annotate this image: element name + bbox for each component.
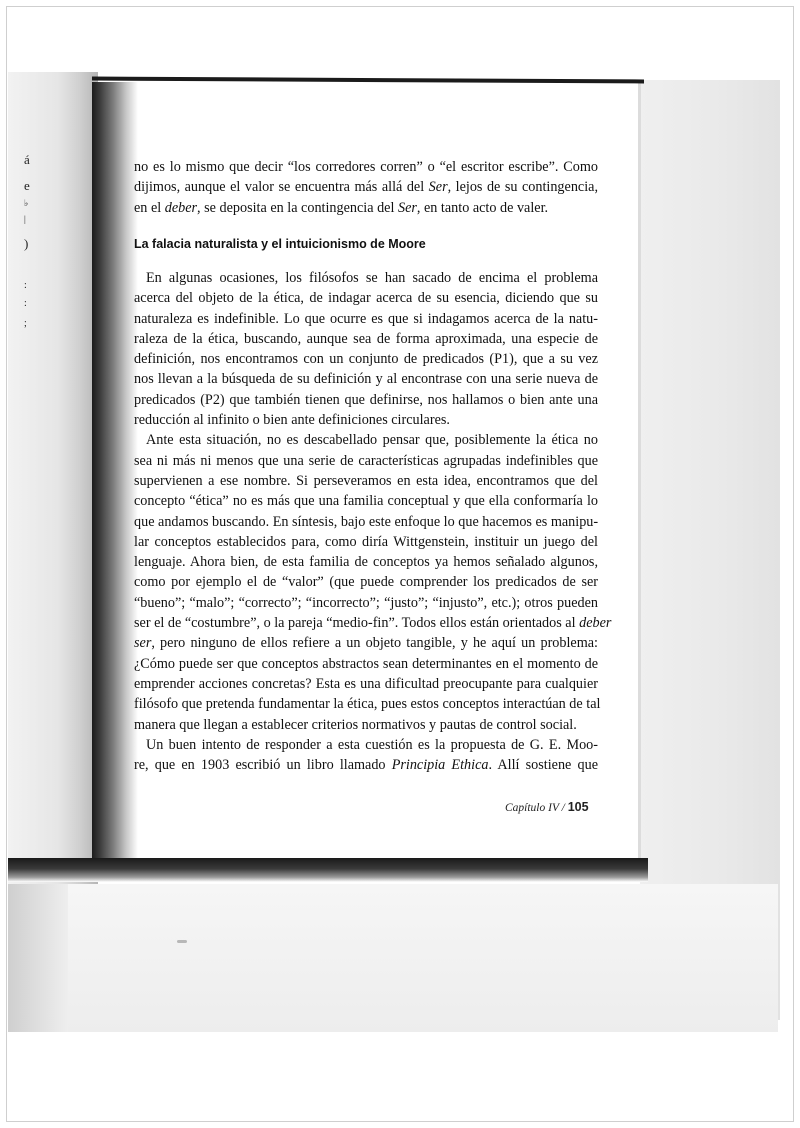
opening-text [134, 157, 598, 218]
page-right-edge [638, 82, 641, 862]
text-line: emprender acciones concretas? Esta es una dificultad preocupante para cualquier [134, 675, 598, 692]
left-page-fragment: ; [24, 318, 27, 329]
left-page-fragment: e [24, 178, 30, 193]
footer-chapter: Capítulo IV / [505, 802, 568, 814]
text-line: reducción al infinito o bien ante definiciones circulares. [134, 412, 450, 429]
page-top-edge [92, 77, 644, 84]
text-line: sea ni más ni menos que una serie de características agrupadas indefinibles que [134, 452, 598, 469]
text-line: “bueno”; “malo”; “correcto”; “incorrecto”; “justo”; “injusto”, etc.); otros pueden [134, 594, 598, 611]
left-page-fragment: : [24, 280, 27, 291]
text-line: predicados (P2) que también tienen que definirse, nos hallamos o bien ante una [134, 391, 598, 408]
left-page-fragment: ♭ [24, 198, 29, 208]
text-line: lenguaje. Ahora bien, de esta familia de conceptos ya hemos señalado algunos, [134, 554, 598, 571]
text-line: no es lo mismo que decir “los corredores corren” o “el escritor escribe”. Como [134, 159, 598, 175]
text-line: ser el de “costumbre”, o la pareja “medio-fin”. Todos ellos están orientados al deber [134, 615, 612, 632]
text-line: dijimos, aunque el valor se encuentra más allá del Ser, lejos de su contingencia, [134, 179, 599, 196]
text-line: nos llevan a la búsqueda de su definición y al encontrase con una serie nueva de [134, 371, 598, 388]
text-line: lar conceptos establecidos para, como diría Wittgenstein, instituir un juego del [134, 533, 598, 550]
book-gutter-shadow [92, 82, 138, 882]
left-page-fragment: ) [24, 236, 29, 251]
left-page-fragment: á [24, 152, 30, 167]
text-line: raleza de la ética, buscando, aunque sea de forma aproximada, una especie de [134, 330, 598, 347]
text-line: manera que llegan a establecer criterios normativos y pautas de control social. [134, 716, 577, 733]
page-number: 105 [567, 800, 589, 814]
left-page-fragment: : [24, 298, 27, 309]
text-line: En algunas ocasiones, los filósofos se han sacado de encima el problema [146, 270, 598, 286]
page-footer [505, 800, 589, 814]
section-heading: La falacia naturalista y el intuicionismo de Moore [134, 237, 426, 251]
scan-speck [177, 940, 187, 943]
text-line: naturaleza es indefinible. Lo que ocurre es que si indagamos acerca de la natu- [134, 310, 598, 327]
text-line: filósofo que pretenda fundamentar la ética, pues estos conceptos interactúan de tal [134, 696, 601, 713]
text-line: como por ejemplo el de “valor” (que puede comprender los predicados de ser [134, 574, 598, 591]
text-line: re, que en 1903 escribió un libro llamado Principia Ethica. Allí sostiene que [134, 757, 598, 774]
bottom-sheet-shadow [8, 884, 68, 1032]
page-bottom-shadow [8, 858, 648, 882]
text-line: acerca del objeto de la ética, de indagar acerca de su esencia, diciendo que su [134, 290, 598, 307]
bottom-sheet [26, 884, 778, 1032]
text-line: en el deber, se deposita en la contingencia del Ser, en tanto acto de valer. [134, 199, 549, 216]
text-line: Un buen intento de responder a esta cuestión es la propuesta de G. E. Moo- [146, 736, 598, 753]
text-line: que andamos buscando. En síntesis, bajo este enfoque lo que hacemos es manipu- [134, 513, 599, 530]
text-line: definición, nos encontramos con un conjunto de predicados (P1), que a su vez [134, 351, 598, 368]
body-text [134, 268, 612, 775]
left-page-fragment: | [24, 214, 26, 224]
right-background [640, 80, 780, 1020]
text-line: ¿Cómo puede ser que conceptos abstractos sean determinantes en el momento de [134, 655, 598, 672]
text-line: Ante esta situación, no es descabellado pensar que, posiblemente la ética no [146, 432, 598, 449]
text-line: concepto “ética” no es más que una familia conceptual y que ella conformaría lo [134, 493, 598, 510]
text-line: supervienen a ese nombre. Si perseveramos en esta idea, encontramos que del [134, 472, 598, 489]
text-line: ser, pero ninguno de ellos refiere a un objeto tangible, y he aquí un problema: [134, 635, 598, 652]
